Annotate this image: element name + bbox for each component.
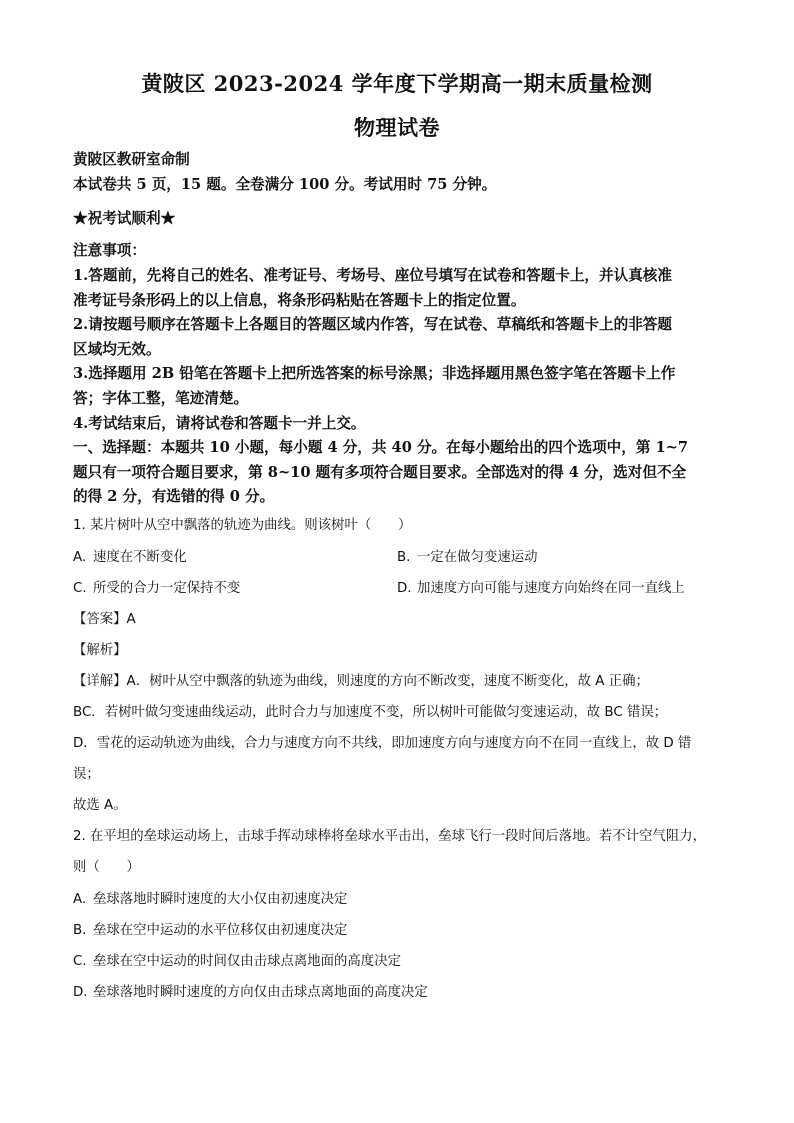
option-key: D. [397, 581, 412, 596]
option-key: C. [73, 954, 87, 969]
notice-line: 区域均无效。 [73, 341, 161, 358]
exam-info: 本试卷共 5 页，15 题。全卷满分 100 分。考试用时 75 分钟。 [73, 176, 497, 193]
notice-line: 答；字体工整，笔迹清楚。 [73, 390, 249, 407]
notice-line: 3.选择题用 2B 铅笔在答题卡上把所选答案的标号涂黑；非选择题用黑色签字笔在答题卡上作 [73, 365, 676, 382]
notice-heading: 注意事项： [73, 242, 146, 259]
q2-option-d [73, 981, 428, 1000]
option-text: 所受的合力一定保持不变 [93, 581, 241, 596]
option-key: A. [73, 892, 87, 907]
q1-option-d [397, 577, 685, 596]
q1-detail-line: 故选 A。 [73, 798, 127, 813]
notice-line: 准考证号条形码上的以上信息，将条形码粘贴在答题卡上的指定位置。 [73, 292, 526, 309]
q1-analysis-label: 【解析】 [73, 643, 127, 658]
option-text: 加速度方向可能与速度方向始终在同一直线上 [417, 581, 685, 596]
q1-option-c [73, 577, 240, 596]
q2-option-b [73, 919, 347, 938]
q1-answer: 【答案】A [73, 612, 136, 627]
q1-detail-line: 误； [73, 767, 100, 782]
option-text: 垒球落地时瞬时速度的大小仅由初速度决定 [93, 892, 348, 907]
q1-detail-line: BC．若树叶做匀变速曲线运动，此时合力与加速度不变，所以树叶可能做匀变速运动，故 BC 错误； [73, 705, 668, 720]
q2-option-a [73, 888, 347, 907]
exam-wish: ★祝考试顺利★ [73, 210, 176, 227]
q1-detail-line: D．雪花的运动轨迹为曲线，合力与速度方向不共线，即加速度方向与速度方向不在同一直线上，故 D 错 [73, 736, 692, 751]
section-instructions: 题只有一项符合题目要求，第 8~10 题有多项符合题目要求。全部选对的得 4 分，选对但不全 [73, 464, 687, 481]
q2-stem: 2. 在平坦的垒球运动场上，击球手挥动球棒将垒球水平击出，垒球飞行一段时间后落地。若不计空气阻力， [73, 829, 706, 844]
section-instructions: 的得 2 分，有选错的得 0 分。 [73, 488, 275, 505]
exam-subtitle: 物理试卷 [354, 115, 440, 140]
notice-line: 2.请按题号顺序在答题卡上各题目的答题区域内作答，写在试卷、草稿纸和答题卡上的非答题 [73, 316, 672, 333]
exam-maker: 黄陂区教研室命制 [73, 151, 190, 168]
option-key: B. [397, 550, 411, 565]
option-text: 速度在不断变化 [93, 550, 187, 565]
option-key: D. [73, 985, 88, 1000]
option-text: 一定在做匀变速运动 [417, 550, 538, 565]
notice-line: 1.答题前，先将自己的姓名、准考证号、考场号、座位号填写在试卷和答题卡上，并认真核准 [73, 267, 672, 284]
option-text: 垒球落地时瞬时速度的方向仅由击球点离地面的高度决定 [93, 985, 428, 1000]
q1-option-b [397, 546, 538, 565]
option-key: B. [73, 923, 87, 938]
notice-line: 4.考试结束后，请将试卷和答题卡一并上交。 [73, 415, 366, 432]
q1-detail-line: 【详解】A．树叶从空中飘落的轨迹为曲线，则速度的方向不断改变，速度不断变化，故 A 正确； [73, 674, 649, 689]
q2-stem: 则（ ） [73, 860, 140, 875]
q1-option-a [73, 546, 187, 565]
option-key: C. [73, 581, 87, 596]
option-text: 垒球在空中运动的时间仅由击球点离地面的高度决定 [93, 954, 401, 969]
option-text: 垒球在空中运动的水平位移仅由初速度决定 [93, 923, 348, 938]
q1-stem: 1. 某片树叶从空中飘落的轨迹为曲线。则该树叶（ ） [73, 518, 412, 533]
option-key: A. [73, 550, 87, 565]
q2-option-c [73, 950, 401, 969]
exam-title: 黄陂区 2023-2024 学年度下学期高一期末质量检测 [141, 71, 653, 96]
section-instructions: 一、选择题：本题共 10 小题，每小题 4 分，共 40 分。在每小题给出的四个选项中，第 1~7 [73, 439, 689, 456]
